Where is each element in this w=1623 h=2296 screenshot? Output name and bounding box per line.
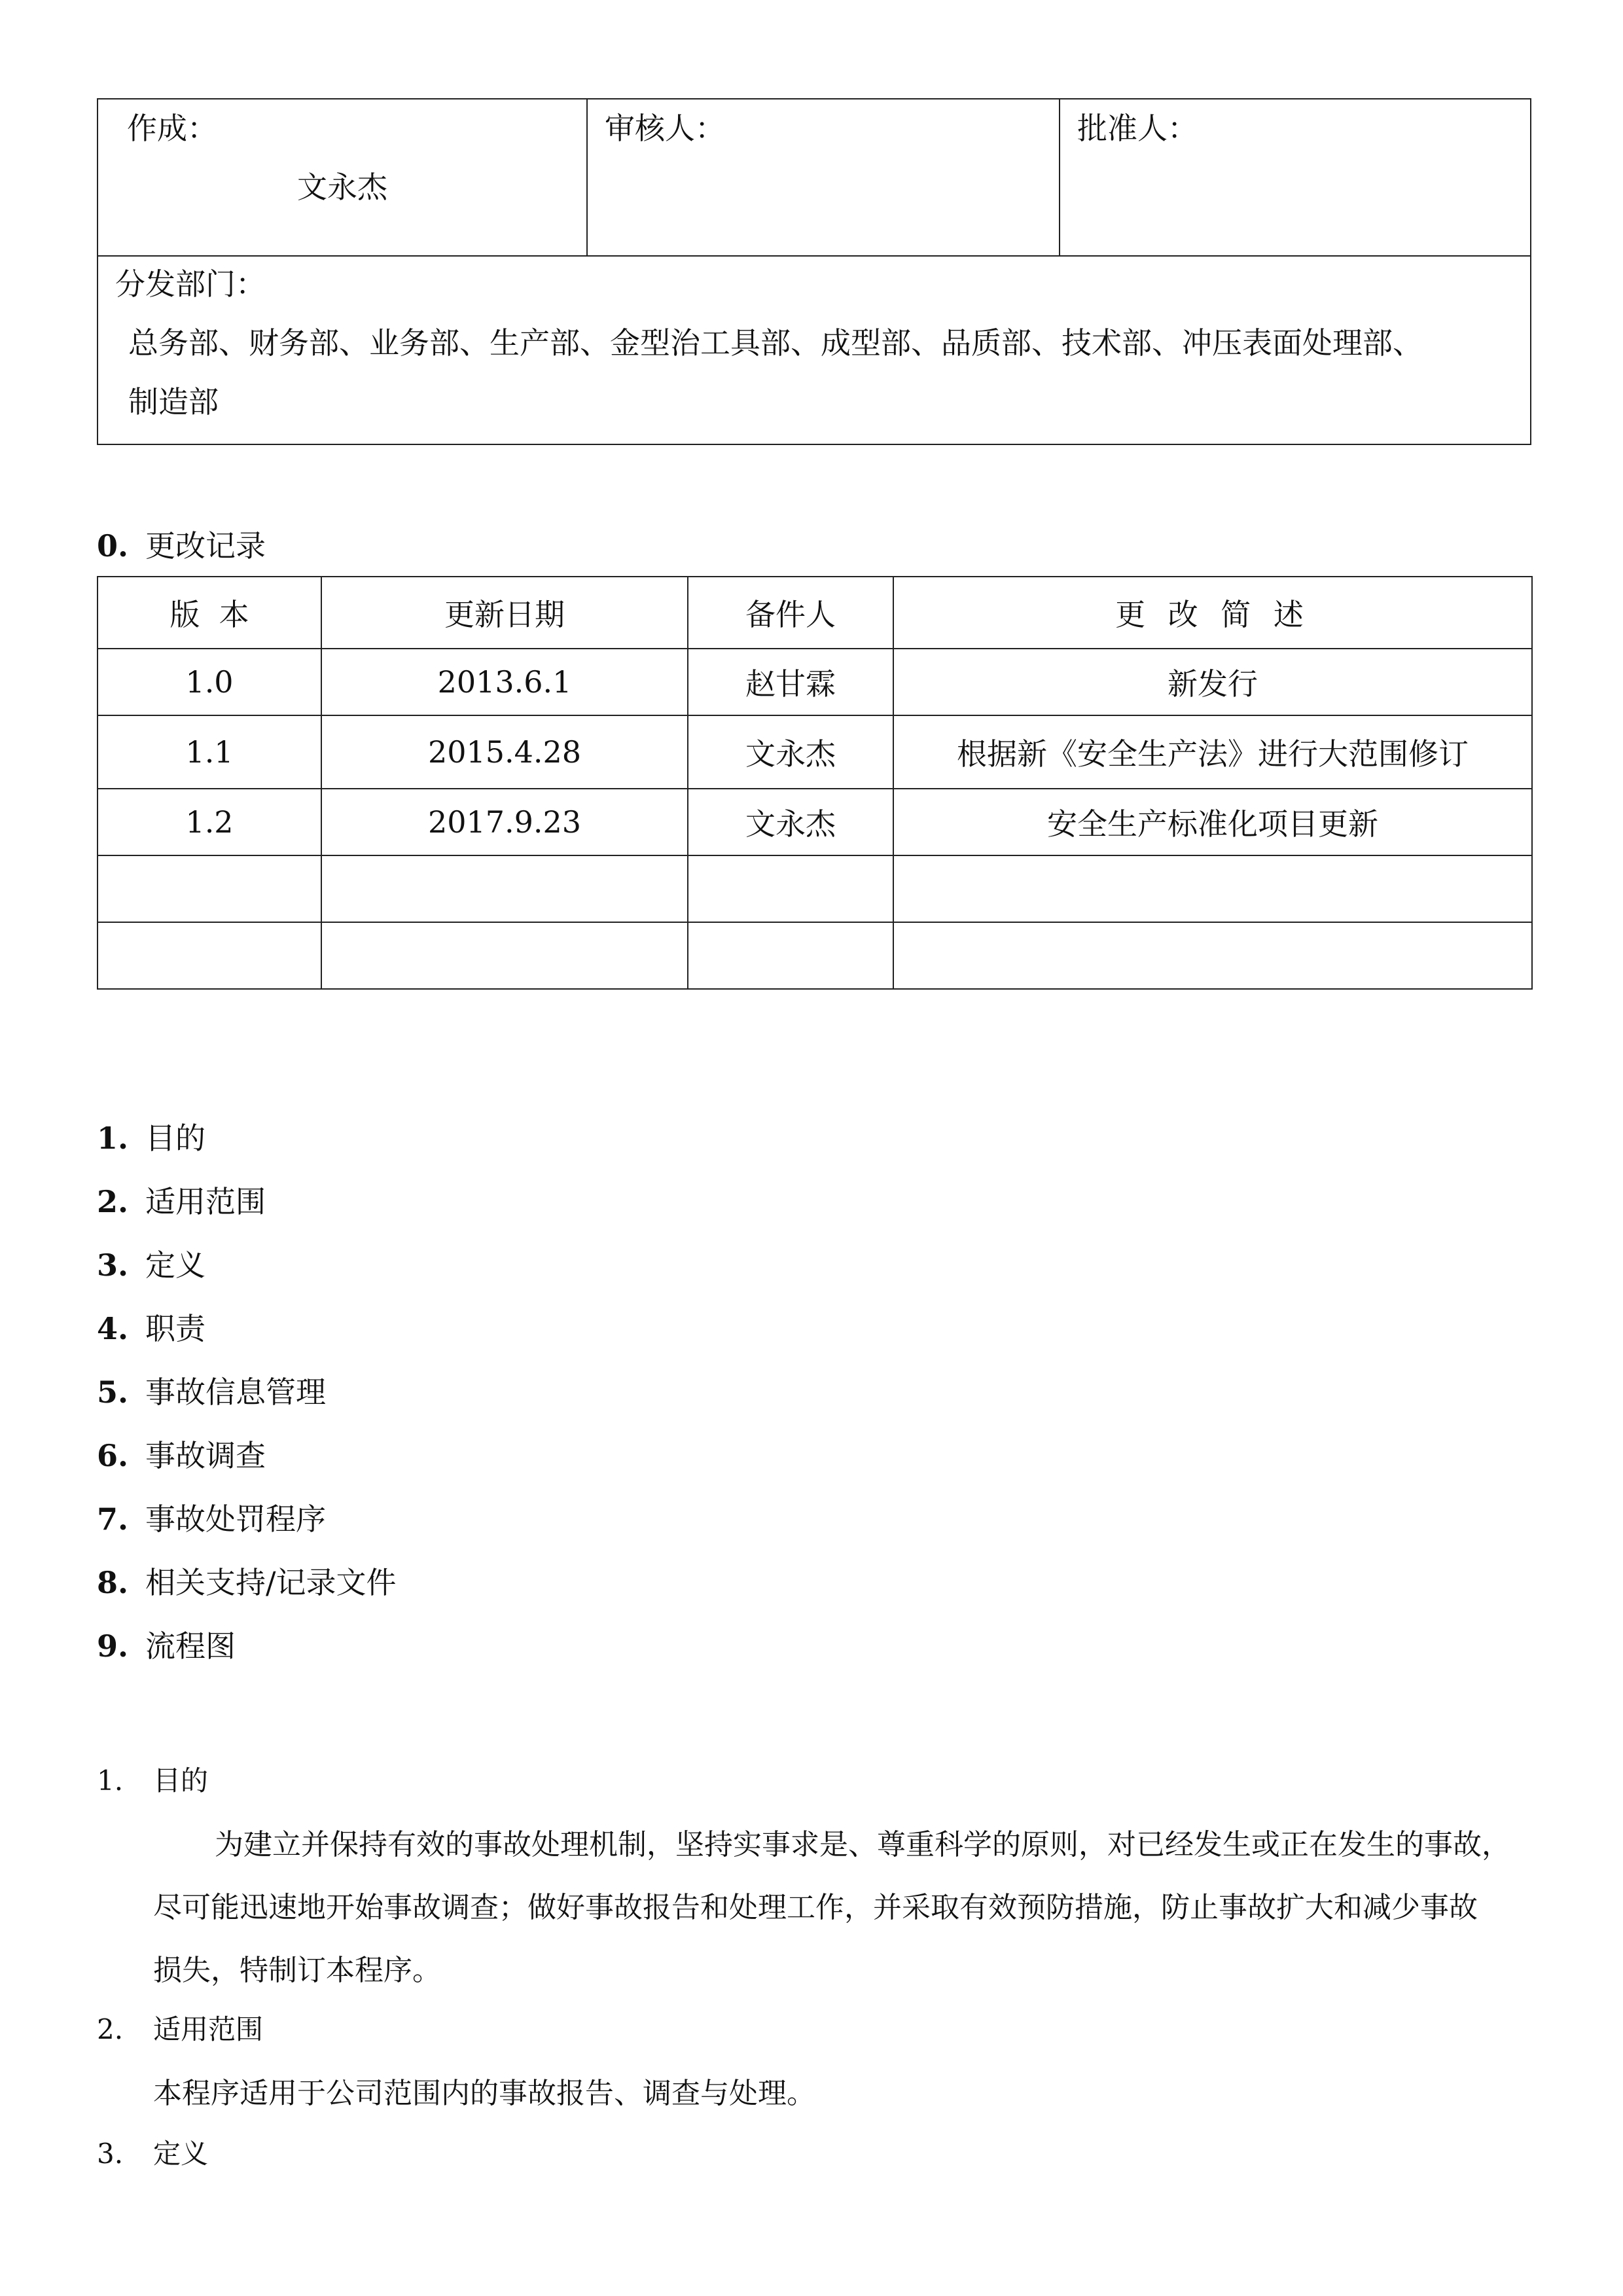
toc-title: 职责 [145,1311,205,1346]
header-version: 版 本 [98,577,321,649]
header-date: 更新日期 [321,577,688,649]
section-number: 3. [97,2138,124,2170]
cell-person [688,855,893,922]
toc-number: 2. [97,1184,129,1219]
toc-item [97,1627,397,1691]
approval-table [97,98,1531,445]
cell-version: 1.2 [98,789,321,855]
cell-version: 1.1 [98,715,321,789]
table-row [98,649,1532,715]
toc-number: 9. [97,1628,129,1664]
toc-item [97,1437,397,1500]
cell-person [688,922,893,989]
revision-table-header [98,577,1532,649]
table-of-contents [97,1119,397,1691]
section-1-line-1: 为建立并保持有效的事故处理机制，坚持实事求是、尊重科学的原则，对已经发生或正在发生的事故， [215,1828,1510,1861]
cell-summary: 新发行 [893,649,1532,715]
revision-table [97,576,1533,990]
distribution-departments-line1: 总务部、财务部、业务部、生产部、金型治工具部、成型部、品质部、技术部、冲压表面处理部、 [128,325,1423,361]
toc-title: 定义 [145,1247,205,1283]
toc-number: 7. [97,1501,129,1537]
section-number: 1. [97,1765,124,1797]
header-summary: 更 改 简 述 [893,577,1532,649]
cell-summary: 根据新《安全生产法》进行大范围修订 [893,715,1532,789]
cell-version: 1.0 [98,649,321,715]
revision-heading-number: 0. [97,528,129,564]
table-row [98,855,1532,922]
table-row [98,922,1532,989]
cell-person: 赵甘霖 [688,649,893,715]
author-cell [98,99,587,256]
author-label: 作成： [127,111,217,146]
cell-version [98,922,321,989]
section-1-line-2: 尽可能迅速地开始事故调查；做好事故报告和处理工作，并采取有效预防措施，防止事故扩大和减少事故 [153,1891,1478,1924]
toc-item [97,1564,397,1627]
header-person: 备件人 [688,577,893,649]
toc-item [97,1119,397,1183]
toc-item [97,1246,397,1310]
cell-date: 2013.6.1 [321,649,688,715]
toc-item [97,1500,397,1564]
cell-date [321,922,688,989]
cell-summary [893,922,1532,989]
toc-title: 事故调查 [145,1438,266,1473]
cell-person: 文永杰 [688,789,893,855]
cell-date [321,855,688,922]
table-row [98,715,1532,789]
cell-date: 2017.9.23 [321,789,688,855]
toc-number: 3. [97,1247,129,1283]
toc-title: 适用范围 [145,1184,266,1219]
table-row [98,789,1532,855]
revision-heading [97,522,266,565]
cell-date: 2015.4.28 [321,715,688,789]
toc-item [97,1373,397,1437]
toc-title: 目的 [145,1121,205,1156]
distribution-label: 分发部门： [115,266,266,302]
section-title: 目的 [153,1765,209,1797]
cell-person: 文永杰 [688,715,893,789]
toc-number: 5. [97,1374,129,1410]
reviewer-label: 审核人： [605,111,725,146]
cell-summary: 安全生产标准化项目更新 [893,789,1532,855]
section-1-line-3: 损失，特制订本程序。 [153,1954,441,1987]
toc-item [97,1183,397,1246]
toc-number: 4. [97,1311,129,1346]
toc-number: 1. [97,1121,129,1156]
section-number: 2. [97,2013,124,2045]
revision-heading-title: 更改记录 [145,528,266,564]
approver-cell [1060,99,1531,256]
author-name: 文永杰 [297,170,387,205]
toc-title: 相关支持/记录文件 [145,1565,397,1600]
section-title: 定义 [153,2138,209,2170]
section-3-heading [97,2132,208,2172]
cell-summary [893,855,1532,922]
toc-title: 流程图 [145,1628,236,1664]
toc-title: 事故处罚程序 [145,1501,326,1537]
toc-number: 8. [97,1565,129,1600]
toc-item [97,1310,397,1373]
approver-label: 批准人： [1077,111,1198,146]
section-1-heading [97,1759,208,1799]
toc-title: 事故信息管理 [145,1374,326,1410]
cell-version [98,855,321,922]
toc-number: 6. [97,1438,129,1473]
section-2-text: 本程序适用于公司范围内的事故报告、调查与处理。 [153,2077,815,2110]
section-2-heading [97,2008,263,2047]
distribution-cell [98,256,1531,444]
section-title: 适用范围 [153,2013,264,2045]
distribution-departments-line2: 制造部 [128,384,219,420]
reviewer-cell [587,99,1060,256]
